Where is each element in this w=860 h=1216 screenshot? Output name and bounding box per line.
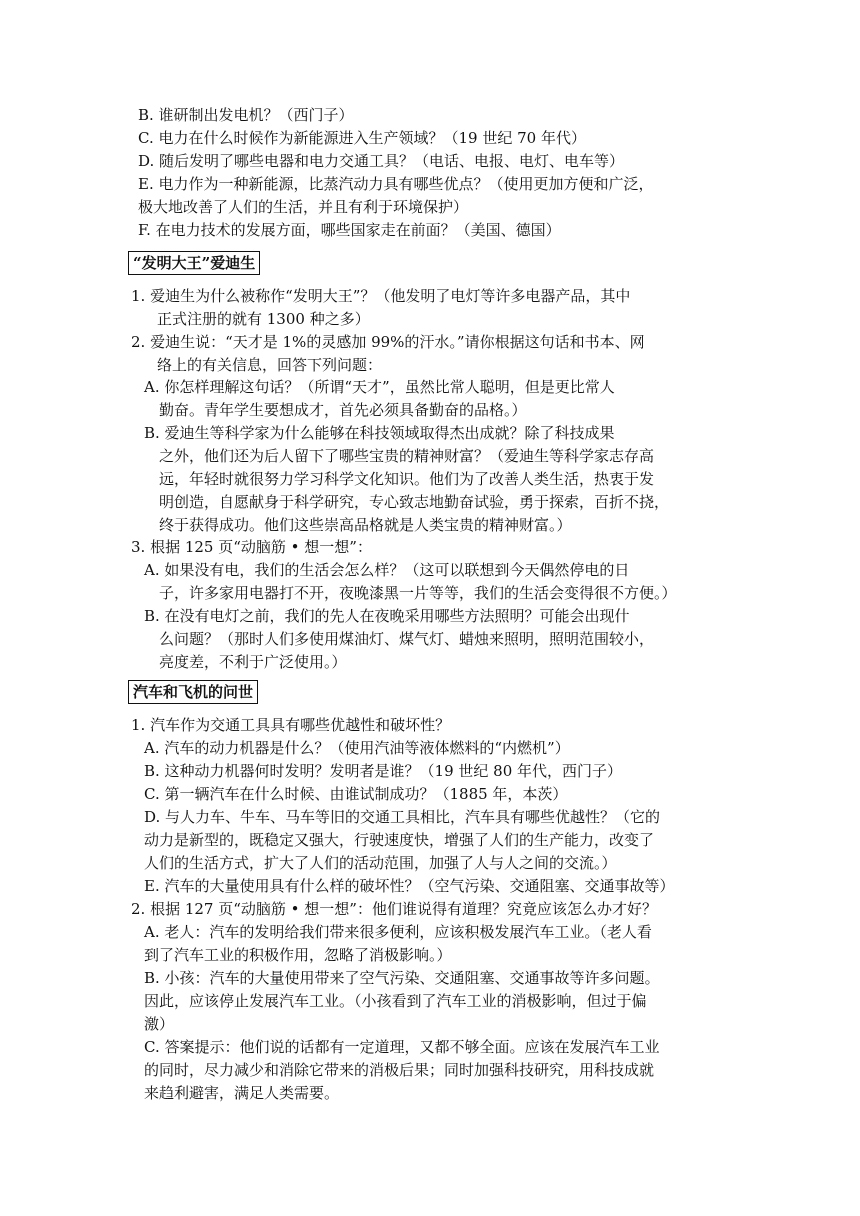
text-line: A. 如果没有电，我们的生活会怎么样？（这可以联想到今天偶然停电的日	[144, 561, 630, 579]
text-line: 激）	[144, 1015, 175, 1033]
section-heading: 汽车和飞机的问世	[128, 680, 258, 704]
text-line: 到了汽车工业的积极作用，忽略了消极影响。）	[144, 946, 452, 964]
text-line: 正式注册的就有 1300 种之多）	[157, 310, 370, 328]
text-line: C. 电力在什么时候作为新能源进入生产领域？（19 世纪 70 年代）	[138, 129, 586, 147]
text-line: 络上的有关信息，回答下列问题：	[157, 356, 383, 374]
text-line: 1. 爱迪生为什么被称作“发明大王”？（他发明了电灯等许多电器产品，其中	[131, 287, 631, 305]
text-line: C. 第一辆汽车在什么时候、由谁试制成功？（1885 年，本茨）	[144, 785, 568, 803]
text-line: 明创造，自愿献身于科学研究，专心致志地勤奋试验，勇于探索，百折不挠，	[159, 493, 670, 511]
text-line: 动力是新型的，既稳定又强大，行驶速度快，增强了人们的生产能力，改变了	[144, 831, 655, 849]
text-line: B. 爱迪生等科学家为什么能够在科技领域取得杰出成就？除了科技成果	[144, 424, 615, 442]
text-line: A. 你怎样理解这句话？（所谓“天才”，虽然比常人聪明，但是更比常人	[144, 378, 615, 396]
text-line: E. 汽车的大量使用具有什么样的破坏性？（空气污染、交通阻塞、交通事故等）	[144, 877, 675, 895]
text-line: A. 汽车的动力机器是什么？（使用汽油等液体燃料的“内燃机”）	[144, 739, 570, 757]
text-line: 么问题？（那时人们多使用煤油灯、煤气灯、蜡烛来照明，照明范围较小，	[159, 630, 655, 648]
text-line: 3. 根据 125 页“动脑筋 • 想一想”：	[131, 538, 372, 556]
text-line: 因此，应该停止发展汽车工业。（小孩看到了汽车工业的消极影响，但过于偏	[144, 992, 647, 1010]
text-line: 之外，他们还为后人留下了哪些宝贵的精神财富？（爱迪生等科学家志存高	[159, 447, 655, 465]
text-line: 终于获得成功。他们这些崇高品格就是人类宝贵的精神财富。）	[159, 516, 572, 534]
text-line: D. 与人力车、牛车、马车等旧的交通工具相比，汽车具有哪些优越性？（它的	[144, 808, 661, 826]
text-line: 子，许多家用电器打不开，夜晚漆黑一片等等，我们的生活会变得很不方便。）	[159, 584, 677, 602]
section-heading: “发明大王”爱迪生	[128, 251, 260, 275]
text-line: E. 电力作为一种新能源，比蒸汽动力具有哪些优点？（使用更加方便和广泛，	[138, 175, 654, 193]
text-line: F. 在电力技术的发展方面，哪些国家走在前面？（美国、德国）	[138, 221, 561, 239]
text-line: 1. 汽车作为交通工具具有哪些优越性和破坏性？	[131, 716, 451, 734]
text-line: 远，年轻时就很努力学习科学文化知识。他们为了改善人类生活，热衷于发	[159, 470, 655, 488]
text-line: B. 在没有电灯之前，我们的先人在夜晚采用哪些方法照明？可能会出现什	[144, 607, 630, 625]
text-line: B. 这种动力机器何时发明？发明者是谁？（19 世纪 80 年代，西门子）	[144, 762, 623, 780]
text-line: 来趋利避害，满足人类需要。	[144, 1084, 340, 1102]
text-line: 2. 爱迪生说：“天才是 1%的灵感加 99%的汗水。”请你根据这句话和书本、网	[131, 333, 645, 351]
text-line: 2. 根据 127 页“动脑筋 • 想一想”：他们谁说得有道理？究竟应该怎么办才好？	[131, 900, 657, 918]
text-line: 勤奋。青年学生要想成才，首先必须具备勤奋的品格。）	[159, 401, 527, 419]
text-line: D. 随后发明了哪些电器和电力交通工具？（电话、电报、电灯、电车等）	[138, 152, 625, 170]
text-line: C. 答案提示：他们说的话都有一定道理，又都不够全面。应该在发展汽车工业	[144, 1038, 660, 1056]
text-line: B. 小孩：汽车的大量使用带来了空气污染、交通阻塞、交通事故等许多问题。	[144, 969, 660, 987]
text-line: A. 老人：汽车的发明给我们带来很多便利，应该积极发展汽车工业。（老人看	[144, 923, 652, 941]
text-line: 亮度差，不利于广泛使用。）	[159, 653, 347, 671]
text-line: 人们的生活方式，扩大了人们的活动范围，加强了人与人之间的交流。）	[144, 854, 617, 872]
text-line: 极大地改善了人们的生活，并且有利于环境保护）	[138, 198, 469, 216]
text-line: B. 谁研制出发电机？（西门子）	[138, 106, 354, 124]
text-line: 的同时，尽力减少和消除它带来的消极后果；同时加强科技研究，用科技成就	[144, 1061, 655, 1079]
